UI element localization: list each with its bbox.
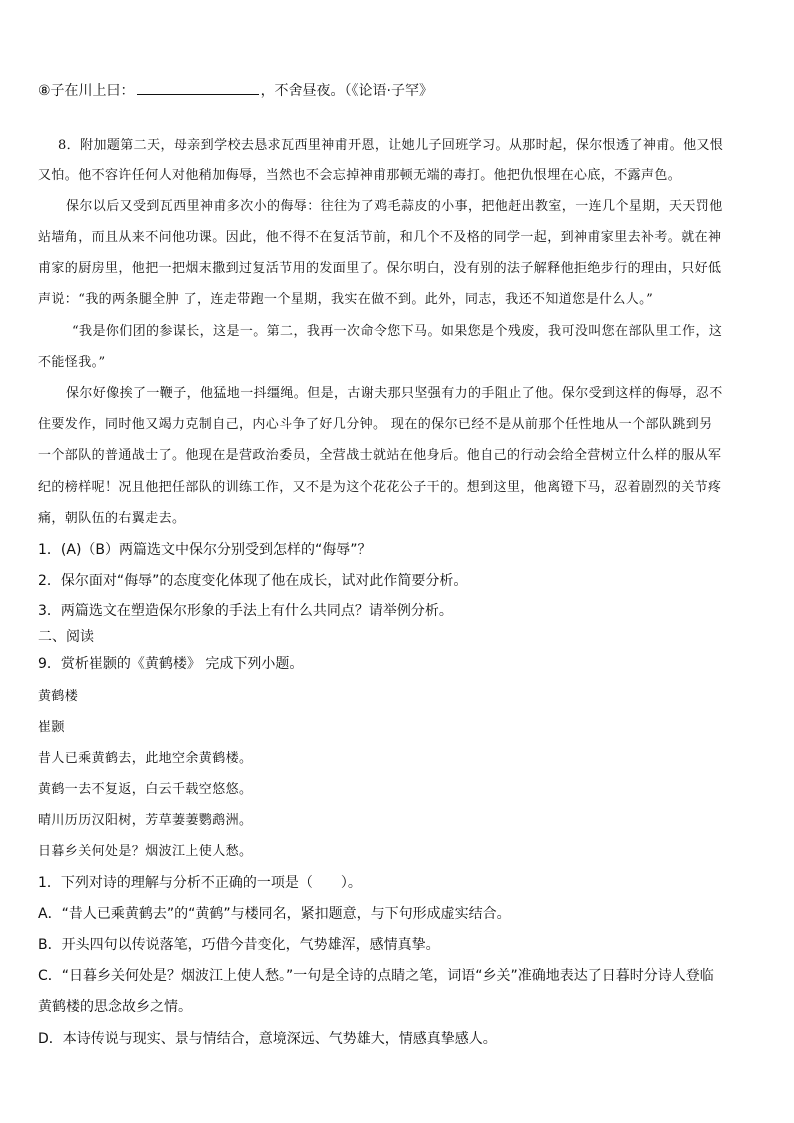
passage-line: 痛，朝队伍的右翼走去。 xyxy=(38,511,186,526)
poem-line-before: ⑧子在川上曰： xyxy=(38,83,135,99)
passage-line: “我是你们团的参谋长，这是一。第二，我再一次命令您下马。如果您是个残废，我可没叫您在部队里工作，这 xyxy=(72,324,723,339)
passage-line: 纪的榜样呢！况且他把任部队的训练工作，又不是为这个花花公子干的。想到这里，他离镫下马，忍着剧烈的关节疼 xyxy=(38,480,722,495)
poem-line: 昔人已乘黄鹤去，此地空余黄鹤楼。 xyxy=(38,751,253,766)
passage-line: 保尔以后又受到瓦西里神甫多次小的侮辱：往往为了鸡毛蒜皮的小事，把他赶出教室，一连几个星期，天天罚他 xyxy=(66,199,723,214)
passage-line: 住要发作，同时他又竭力克制自己，内心斗争了好几分钟。 现在的保尔已经不是从前那个任性地从一个部队跳到另 xyxy=(38,417,713,432)
poem-line: 日暮乡关何处是？烟波江上使人愁。 xyxy=(38,844,253,859)
answer-blank[interactable] xyxy=(137,82,259,95)
mc-option-d: D．本诗传说与现实、景与情结合，意境深远、气势雄大，情感真挚感人。 xyxy=(38,1031,497,1047)
poem-line-after: ，不舍昼夜。（《论语·子罕》 xyxy=(260,83,434,99)
poem-fill-blank-line xyxy=(38,82,433,100)
question: 2．保尔面对“侮辱”的态度变化体现了他在成长，试对此作简要分析。 xyxy=(38,573,468,589)
mc-option-c: C．“日暮乡关何处是？烟波江上使人愁。”一句是全诗的点睛之笔，词语“乡关”准确地表达了日暮时分诗人登临 xyxy=(38,968,714,984)
poem-line: 黄鹤一去不复返，白云千载空悠悠。 xyxy=(38,782,253,797)
mc-option-a: A．“昔人已乘黄鹤去”的“黄鹤”与楼同名，紧扣题意，与下句形成虚实结合。 xyxy=(38,906,511,922)
passage-line: 又怕。他不容许任何人对他稍加侮辱，当然也不会忘掉神甫那顿无端的毒打。他把仇恨埋在心底，不露声色。 xyxy=(38,168,682,183)
mc-option-c-continued: 黄鹤楼的思念故乡之情。 xyxy=(38,999,192,1015)
passage-line: 甫家的厨房里，他把一把烟末撒到过复活节用的发面里了。保尔明白，没有别的法子解释他拒绝步行的理由，只好低 xyxy=(38,261,722,276)
passage-line: 声说：“我的两条腿全肿 了，连走带跑一个星期，我实在做不到。此外，同志，我还不知道您是什么人。” xyxy=(38,292,654,307)
passage-line: 8．附加题第二天，母亲到学校去恳求瓦西里神甫开恩，让她儿子回班学习。从那时起，保尔恨透了神甫。他又恨 xyxy=(58,138,724,153)
section-heading: 二、阅读 xyxy=(38,629,94,645)
mc-question-stem: 1．下列对诗的理解与分析不正确的一项是（ ）。 xyxy=(38,875,362,891)
question-9: 9．赏析崔颢的《黄鹤楼》 完成下列小题。 xyxy=(38,656,304,672)
question: 1．(A)（B）两篇选文中保尔分别受到怎样的“侮辱”？ xyxy=(38,542,372,558)
passage-line: 保尔好像挨了一鞭子，他猛地一抖缰绳。但是，古谢夫那只坚强有力的手阻止了他。保尔受到这样的侮辱，忍不 xyxy=(66,386,723,401)
question: 3．两篇选文在塑造保尔形象的手法上有什么共同点？请举例分析。 xyxy=(38,603,453,619)
poem-author: 崔颢 xyxy=(38,720,65,735)
mc-option-b: B．开头四句以传说落笔，巧借今昔变化，气势雄浑，感情真挚。 xyxy=(38,937,440,953)
poem-line: 晴川历历汉阳树，芳草萋萋鹦鹉洲。 xyxy=(38,813,253,828)
poem-title: 黄鹤楼 xyxy=(38,689,79,704)
passage-line: 站墙角，而且从来不问他功课。因此，他不得不在复活节前，和几个不及格的同学一起，到神甫家里去补考。就在神 xyxy=(38,230,722,245)
passage-line: 一个部队的普通战士了。他现在是营政治委员，全营战士就站在他身后。他自己的行动会给全营树立什么样的服从军 xyxy=(38,448,722,463)
passage-line: 不能怪我。” xyxy=(38,355,106,370)
